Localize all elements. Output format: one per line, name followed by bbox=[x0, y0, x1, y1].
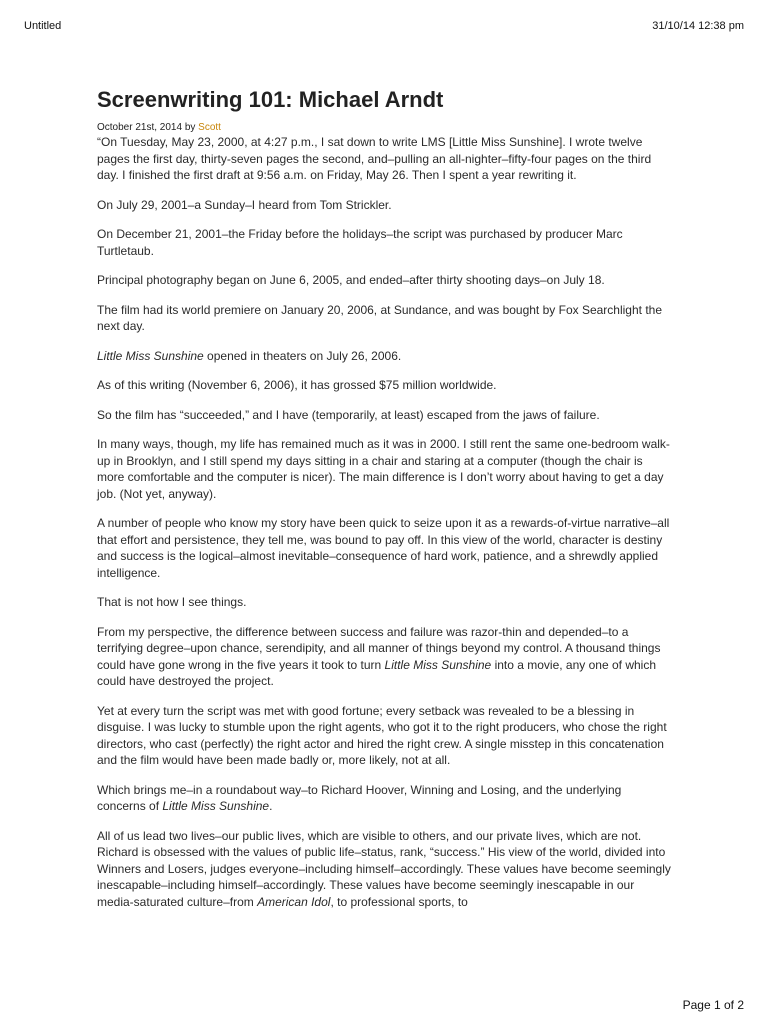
paragraph bbox=[97, 134, 673, 184]
paragraph bbox=[97, 624, 673, 690]
paragraph-text: From my perspective, the difference between success and failure was razor-thin and depended–to a terrifying degree–upon chance, serendipity, and all manner of things beyond my control. A thousand things could have gone wrong in the five years it took to turn bbox=[97, 624, 661, 672]
paragraph-text: , to professional sports, to bbox=[330, 894, 468, 909]
paragraph-text: That is not how I see things. bbox=[97, 595, 247, 609]
paragraph bbox=[97, 348, 673, 365]
article-meta bbox=[97, 121, 673, 134]
paragraph bbox=[97, 515, 673, 581]
paragraph-text: On December 21, 2001–the Friday before the holidays–the script was purchased by producer Marc Turtletaub. bbox=[97, 227, 623, 258]
paragraph-text: In many ways, though, my life has remained much as it was in 2000. I still rent the same one-bedroom walk-up in Brooklyn, and I still spend my days sitting in a chair and staring at a computer (though the chair is more comfortable and the computer is nicer). The main difference is I don’t worry about having to get a day job. (Not yet, anyway). bbox=[97, 437, 670, 501]
article-body bbox=[97, 134, 673, 910]
paragraph-text: All of us lead two lives–our public lives, which are visible to others, and our private lives, which are not. Richard is obsessed with the values of public life–status, rank, “success.” His view of the world, divided into Winners and Losers, judges everyone–including himself–accordingly. These values have become seemingly inescapable–including himself–accordingly. These values have become seemingly inescapable in our media-saturated culture–from bbox=[97, 828, 671, 909]
paragraph bbox=[97, 226, 673, 259]
paragraph-text: As of this writing (November 6, 2006), it has grossed $75 million worldwide. bbox=[97, 378, 497, 392]
article-date: October 21st, 2014 by bbox=[97, 122, 199, 133]
italic-title: Little Miss Sunshine bbox=[97, 348, 204, 363]
print-header-title: Untitled bbox=[24, 20, 62, 32]
paragraph bbox=[97, 377, 673, 394]
paragraph-text: Principal photography began on June 6, 2005, and ended–after thirty shooting days–on July 18. bbox=[97, 273, 605, 287]
paragraph-text: So the film has “succeeded,” and I have (temporarily, at least) escaped from the jaws of failure. bbox=[97, 407, 600, 422]
author-link[interactable]: Scott bbox=[198, 122, 221, 133]
paragraph bbox=[97, 828, 673, 911]
italic-title: Little Miss Sunshine bbox=[162, 799, 270, 813]
paragraph-text: “On Tuesday, May 23, 2000, at 4:27 p.m., I sat down to write LMS [Little Miss Sunshine]. I wrote twelve pages the first day, thirty-seven pages the second, and–pulling an all-nighter–fifty-four pages on the third day. I finished the first draft at 9:56 a.m. on Friday, May 26. Then I spent a year rewriting it. bbox=[97, 135, 652, 182]
paragraph bbox=[97, 302, 673, 335]
page-number: Page 1 of 2 bbox=[682, 998, 744, 1012]
paragraph bbox=[97, 272, 673, 289]
article bbox=[97, 84, 673, 923]
paragraph bbox=[97, 782, 673, 815]
paragraph-text: On July 29, 2001–a Sunday–I heard from Tom Strickler. bbox=[97, 197, 392, 212]
paragraph bbox=[97, 436, 673, 502]
paragraph-text: opened in theaters on July 26, 2006. bbox=[203, 348, 402, 363]
paragraph-text: The film had its world premiere on January 20, 2006, at Sundance, and was bought by Fox Searchlight the next day. bbox=[97, 302, 662, 333]
print-header bbox=[24, 20, 744, 36]
paragraph-text: A number of people who know my story have been quick to seize upon it as a rewards-of-virtue narrative–all that effort and persistence, they tell me, was bound to pay off. In this view of the world, character is destiny and success is the logical–almost inevitable–consequence of hard work, patience, and a shrewdly applied intelligence. bbox=[97, 516, 670, 580]
paragraph-text: into a movie, any one of which could have destroyed the project. bbox=[97, 657, 656, 688]
paragraph bbox=[97, 407, 673, 424]
paragraph bbox=[97, 197, 673, 214]
paragraph-text: Which brings me–in a roundabout way–to Richard Hoover, Winning and Losing, and the underlying concerns of bbox=[97, 782, 622, 813]
print-header-datetime: 31/10/14 12:38 pm bbox=[652, 20, 744, 32]
paragraph bbox=[97, 594, 673, 611]
article-title: Screenwriting 101: Michael Arndt bbox=[97, 87, 444, 112]
paragraph bbox=[97, 703, 673, 769]
italic-title: American Idol bbox=[257, 894, 331, 909]
paragraph-text: . bbox=[269, 799, 273, 813]
italic-title: Little Miss Sunshine bbox=[384, 657, 492, 672]
paragraph-text: Yet at every turn the script was met with good fortune; every setback was revealed to be a blessing in disguise. I was lucky to stumble upon the right agents, who got it to the right producers, who chose the right directors, who cast (perfectly) the right actor and hired the right crew. A single misstep in this concatenation and the film would have been made badly or, more likely, not at all. bbox=[97, 703, 667, 767]
